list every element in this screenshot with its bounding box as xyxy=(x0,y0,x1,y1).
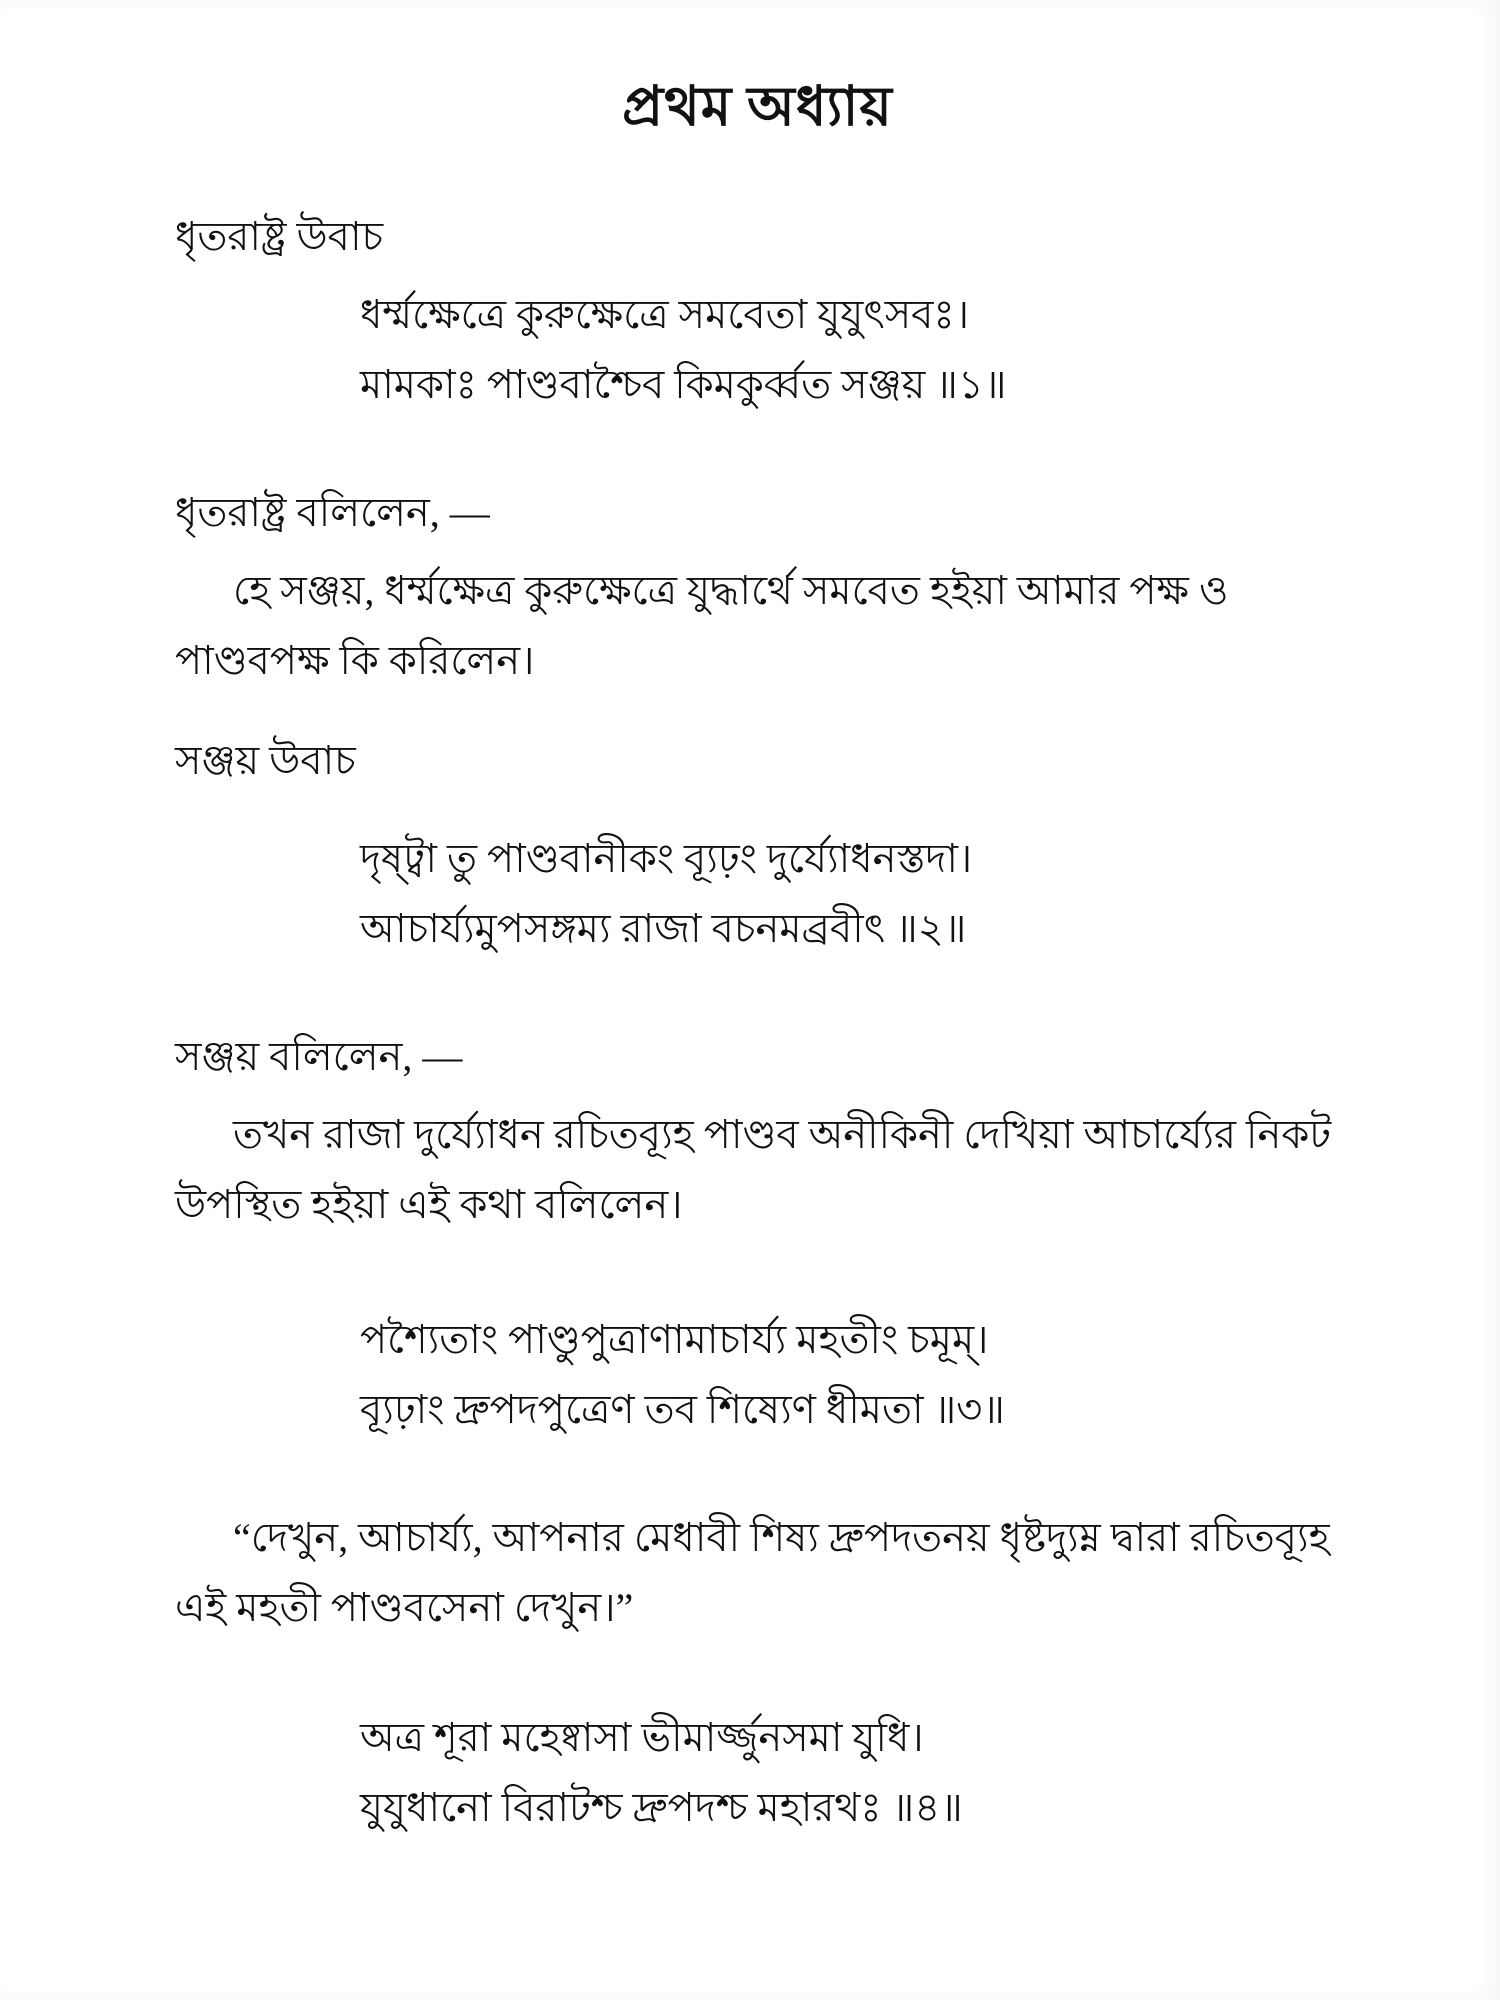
translation-paragraph-3-quote: “দেখুন, আচার্য্য, আপনার মেধাবী শিষ্য দ্রুপদতনয় ধৃষ্টদ্যুম্ন দ্বারা রচিতব্যূহ এই মহতী পাণ্ডবসেনা দেখুন।” xyxy=(175,1515,1330,1630)
speaker-line-sanjaya-uvacha: সঞ্জয় উবাচ xyxy=(175,738,356,783)
shloka-1-line-1: ধর্ম্মক্ষেত্রে কুরুক্ষেত্রে সমবেতা যুযুৎসবঃ। xyxy=(360,292,970,337)
speaker-line-dhritarashtra-balilen: ধৃতরাষ্ট্র বলিলেন, — xyxy=(175,490,490,535)
speaker-line-sanjaya-balilen: সঞ্জয় বলিলেন, — xyxy=(175,1034,463,1079)
shloka-1-line-2: মামকাঃ পাণ্ডবাশ্চৈব কিমকুর্ব্বত সঞ্জয় ॥১॥ xyxy=(360,362,1007,407)
translation-paragraph-2: তখন রাজা দুর্য্যোধন রচিতব্যূহ পাণ্ডব অনীকিনী দেখিয়া আচার্য্যের নিকট উপস্থিত হইয়া এই কথা বলিলেন। xyxy=(175,1112,1332,1227)
shloka-2-line-2: আচার্য্যমুপসঙ্গম্য রাজা বচনমব্রবীৎ ॥২॥ xyxy=(360,906,967,951)
shloka-3 xyxy=(360,1305,1340,1445)
shloka-4-line-1: অত্র শূরা মহেষ্বাসা ভীমার্জ্জুনসমা যুধি। xyxy=(360,1715,924,1760)
shloka-3-line-2: ব্যূঢ়াং দ্রুপদপুত্রেণ তব শিষ্যেণ ধীমতা ॥৩॥ xyxy=(360,1387,1005,1432)
shloka-4 xyxy=(360,1703,1340,1843)
shloka-2 xyxy=(360,824,1340,964)
shloka-3-line-1: পশ্যৈতাং পাণ্ডুপুত্রাণামাচার্য্য মহতীং চমূম্। xyxy=(360,1317,989,1362)
chapter-title: প্রথম অধ্যায় xyxy=(622,76,893,137)
speaker-line-dhritarashtra-uvacha: ধৃতরাষ্ট্র উবাচ xyxy=(175,214,384,259)
shloka-2-line-1: দৃষ্ট্বা তু পাণ্ডবানীকং ব্যূঢ়ং দুর্য্যোধনস্তদা। xyxy=(360,836,973,881)
translation-paragraph-1: হে সঞ্জয়, ধর্ম্মক্ষেত্র কুরুক্ষেত্রে যুদ্ধার্থে সমবেত হইয়া আমার পক্ষ ও পাণ্ডবপক্ষ কি করিলেন। xyxy=(175,568,1229,683)
shloka-1 xyxy=(360,280,1340,420)
shloka-4-line-2: যুযুধানো বিরাটশ্চ দ্রুপদশ্চ মহারথঃ ॥৪॥ xyxy=(360,1785,963,1830)
